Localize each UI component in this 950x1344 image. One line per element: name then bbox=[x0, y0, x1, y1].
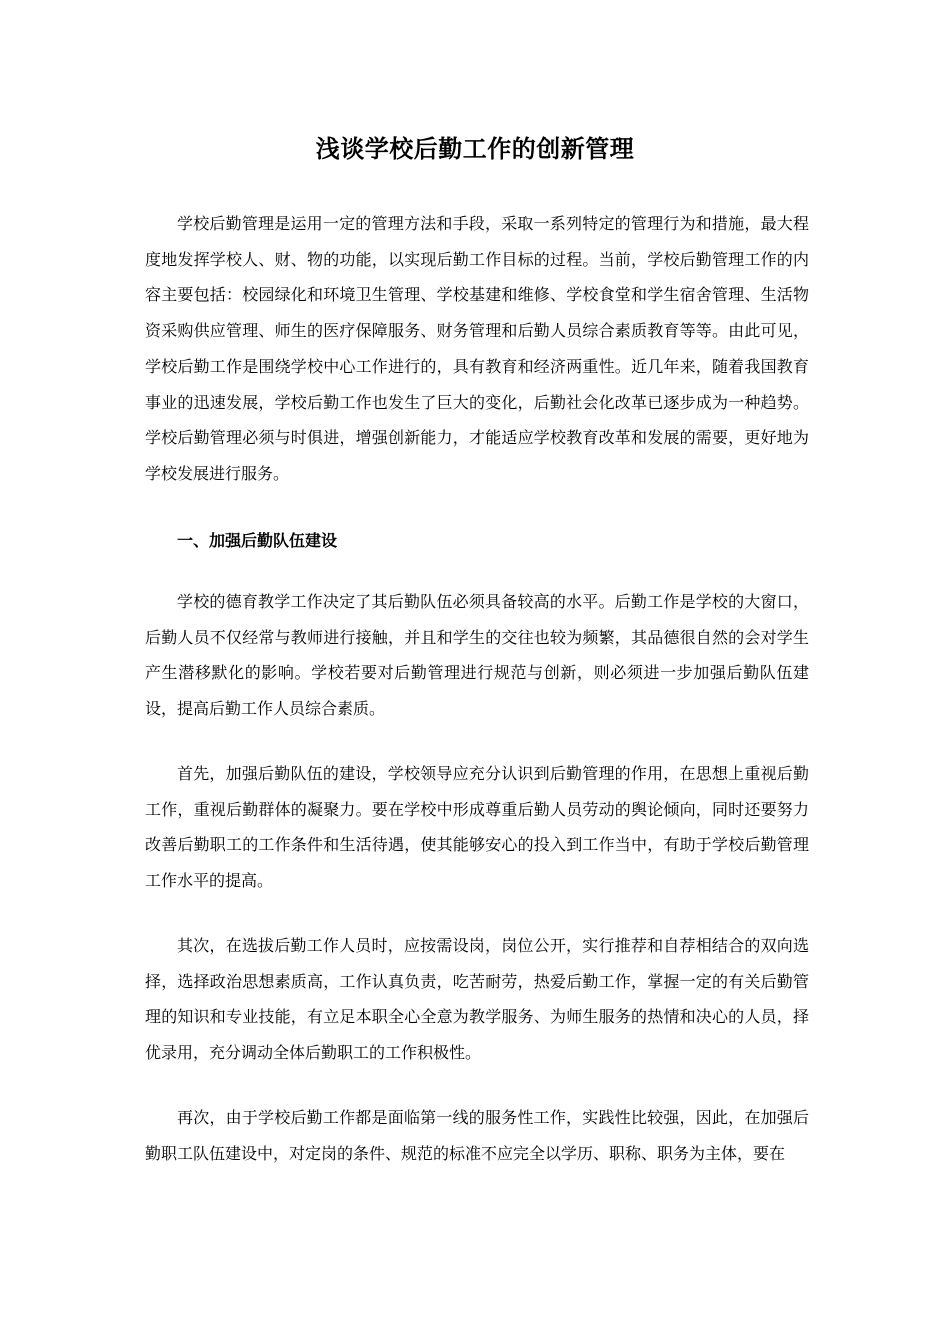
paragraph-third: 再次，由于学校后勤工作都是面临第一线的服务性工作，实践性比较强，因此，在加强后勤职工队伍建设中，对定岗的条件、规范的标准不应完全以学历、职称、职务为主体，要在 bbox=[145, 1108, 809, 1163]
section-heading: 一、加强后勤队伍建设 bbox=[177, 531, 338, 550]
paragraph-second: 其次，在选拔后勤工作人员时，应按需设岗，岗位公开，实行推荐和自荐相结合的双向选择，选择政治思想素质高，工作认真负责，吃苦耐劳，热爱后勤工作，掌握一定的有关后勤管理的知识和专业技能，有立足本职全心全意为教学服务、为师生服务的热情和决心的人员，择优录用，充分调动全体后勤职工的工作积极性。 bbox=[145, 936, 809, 1063]
paragraph-team-quality: 学校的德育教学工作决定了其后勤队伍必须具备较高的水平。后勤工作是学校的大窗口，后勤人员不仅经常与教师进行接触，并且和学生的交往也较为频繁，其品德很自然的会对学生产生潜移默化的影响。学校若要对后勤管理进行规范与创新，则必须进一步加强后勤队伍建设，提高后勤工作人员综合素质。 bbox=[145, 592, 809, 719]
document-title: 浅谈学校后勤工作的创新管理 bbox=[315, 135, 635, 163]
paragraph-first: 首先，加强后勤队伍的建设，学校领导应充分认识到后勤管理的作用，在思想上重视后勤工作，重视后勤群体的凝聚力。要在学校中形成尊重后勤人员劳动的舆论倾向，同时还要努力改善后勤职工的工作条件和生活待遇，使其能够安心的投入到工作当中，有助于学校后勤管理工作水平的提高。 bbox=[145, 764, 809, 891]
paragraph-intro: 学校后勤管理是运用一定的管理方法和手段，采取一系列特定的管理行为和措施，最大程度地发挥学校人、财、物的功能，以实现后勤工作目标的过程。当前，学校后勤管理工作的内容主要包括：校园绿化和环境卫生管理、学校基建和维修、学校食堂和学生宿舍管理、生活物资采购供应管理、师生的医疗保障服务、财务管理和后勤人员综合素质教育等等。由此可见，学校后勤工作是围绕学校中心工作进行的，具有教育和经济两重性。近几年来，随着我国教育事业的迅速发展，学校后勤工作也发生了巨大的变化，后勤社会化改革已逐步成为一种趋势。学校后勤管理必须与时俱进，增强创新能力，才能适应学校教育改革和发展的需要，更好地为学校发展进行服务。 bbox=[145, 214, 809, 483]
